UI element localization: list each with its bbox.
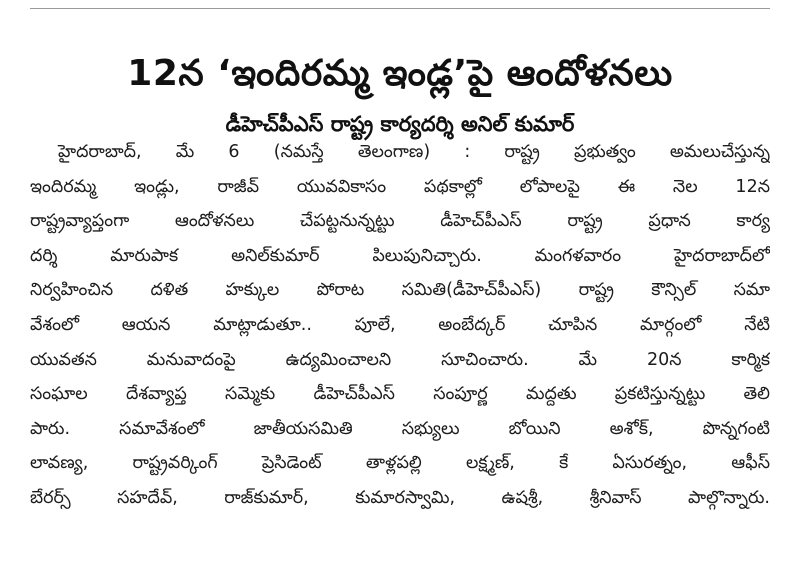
top-rule [30, 8, 770, 9]
body-line: వేశంలో ఆయన మాట్లాడుతూ.. పూలే, అంబేద్కర్ చూపిన మార్గంలో నేటి [30, 314, 770, 335]
body-line: హైదరాబాద్, మే 6 (నమస్తే తెలంగాణ) : రాష్ట్ర ప్రభుత్వం అమలుచేస్తున్న [58, 142, 770, 162]
body-line: లావణ్య, రాష్ట్రవర్కింగ్ ప్రెసిడెంట్ తాళ్లపల్లి లక్ష్మణ్, కే ఏసురత్నం, ఆఫీస్ [30, 453, 770, 474]
headline: 12న ‘ఇందిరమ్మ ఇండ్ల’పై ఆందోళనలు [127, 53, 673, 95]
body-line: ఇందిరమ్మ ఇండ్లు, రాజీవ్ యువవికాసం పథకాల్లో లోపాలపై ఈ నెల 12న [30, 176, 770, 197]
article-body [30, 135, 770, 516]
body-line: సంఘాల దేశవ్యాప్త సమ్మెకు డీహెచ్‌పీఎస్ సంపూర్ణ మద్దతు ప్రకటిస్తున్నట్టు తెలి [30, 384, 770, 405]
body-line: బేరర్స్ సహదేవ్, రాజ్‌కుమార్, కుమారస్వామి, ఉషశ్రీ, శ్రీనివాస్ పాల్గొన్నారు. [30, 487, 770, 508]
body-line: రాష్ట్రవ్యాప్తంగా ఆందోళనలు చేపట్టనున్నట్టు డీహెచ్‌పీఎస్ రాష్ట్ర ప్రధాన కార్య [30, 211, 770, 232]
subheadline: డీహెచ్‌పీఎస్ రాష్ట్ర కార్యదర్శి అనిల్ కుమార్ [225, 112, 575, 137]
body-line: యువతన మనువాదంపై ఉద్యమించాలని సూచించారు. మే 20న కార్మిక [30, 349, 770, 370]
body-line: పారు. సమావేశంలో జాతీయసమితి సభ్యులు బోయిని అశోక్, పొన్నగంటి [30, 418, 770, 439]
body-line: దర్శి మారుపాక అనిల్‌కుమార్ పిలుపునిచ్చారు. మంగళవారం హైదరాబాద్‌లో [30, 245, 770, 266]
body-line: నిర్వహించిన దళిత హక్కుల పోరాట సమితి(డీహెచ్‌పీఎస్) రాష్ట్ర కౌన్సిల్ సమా [30, 280, 770, 301]
